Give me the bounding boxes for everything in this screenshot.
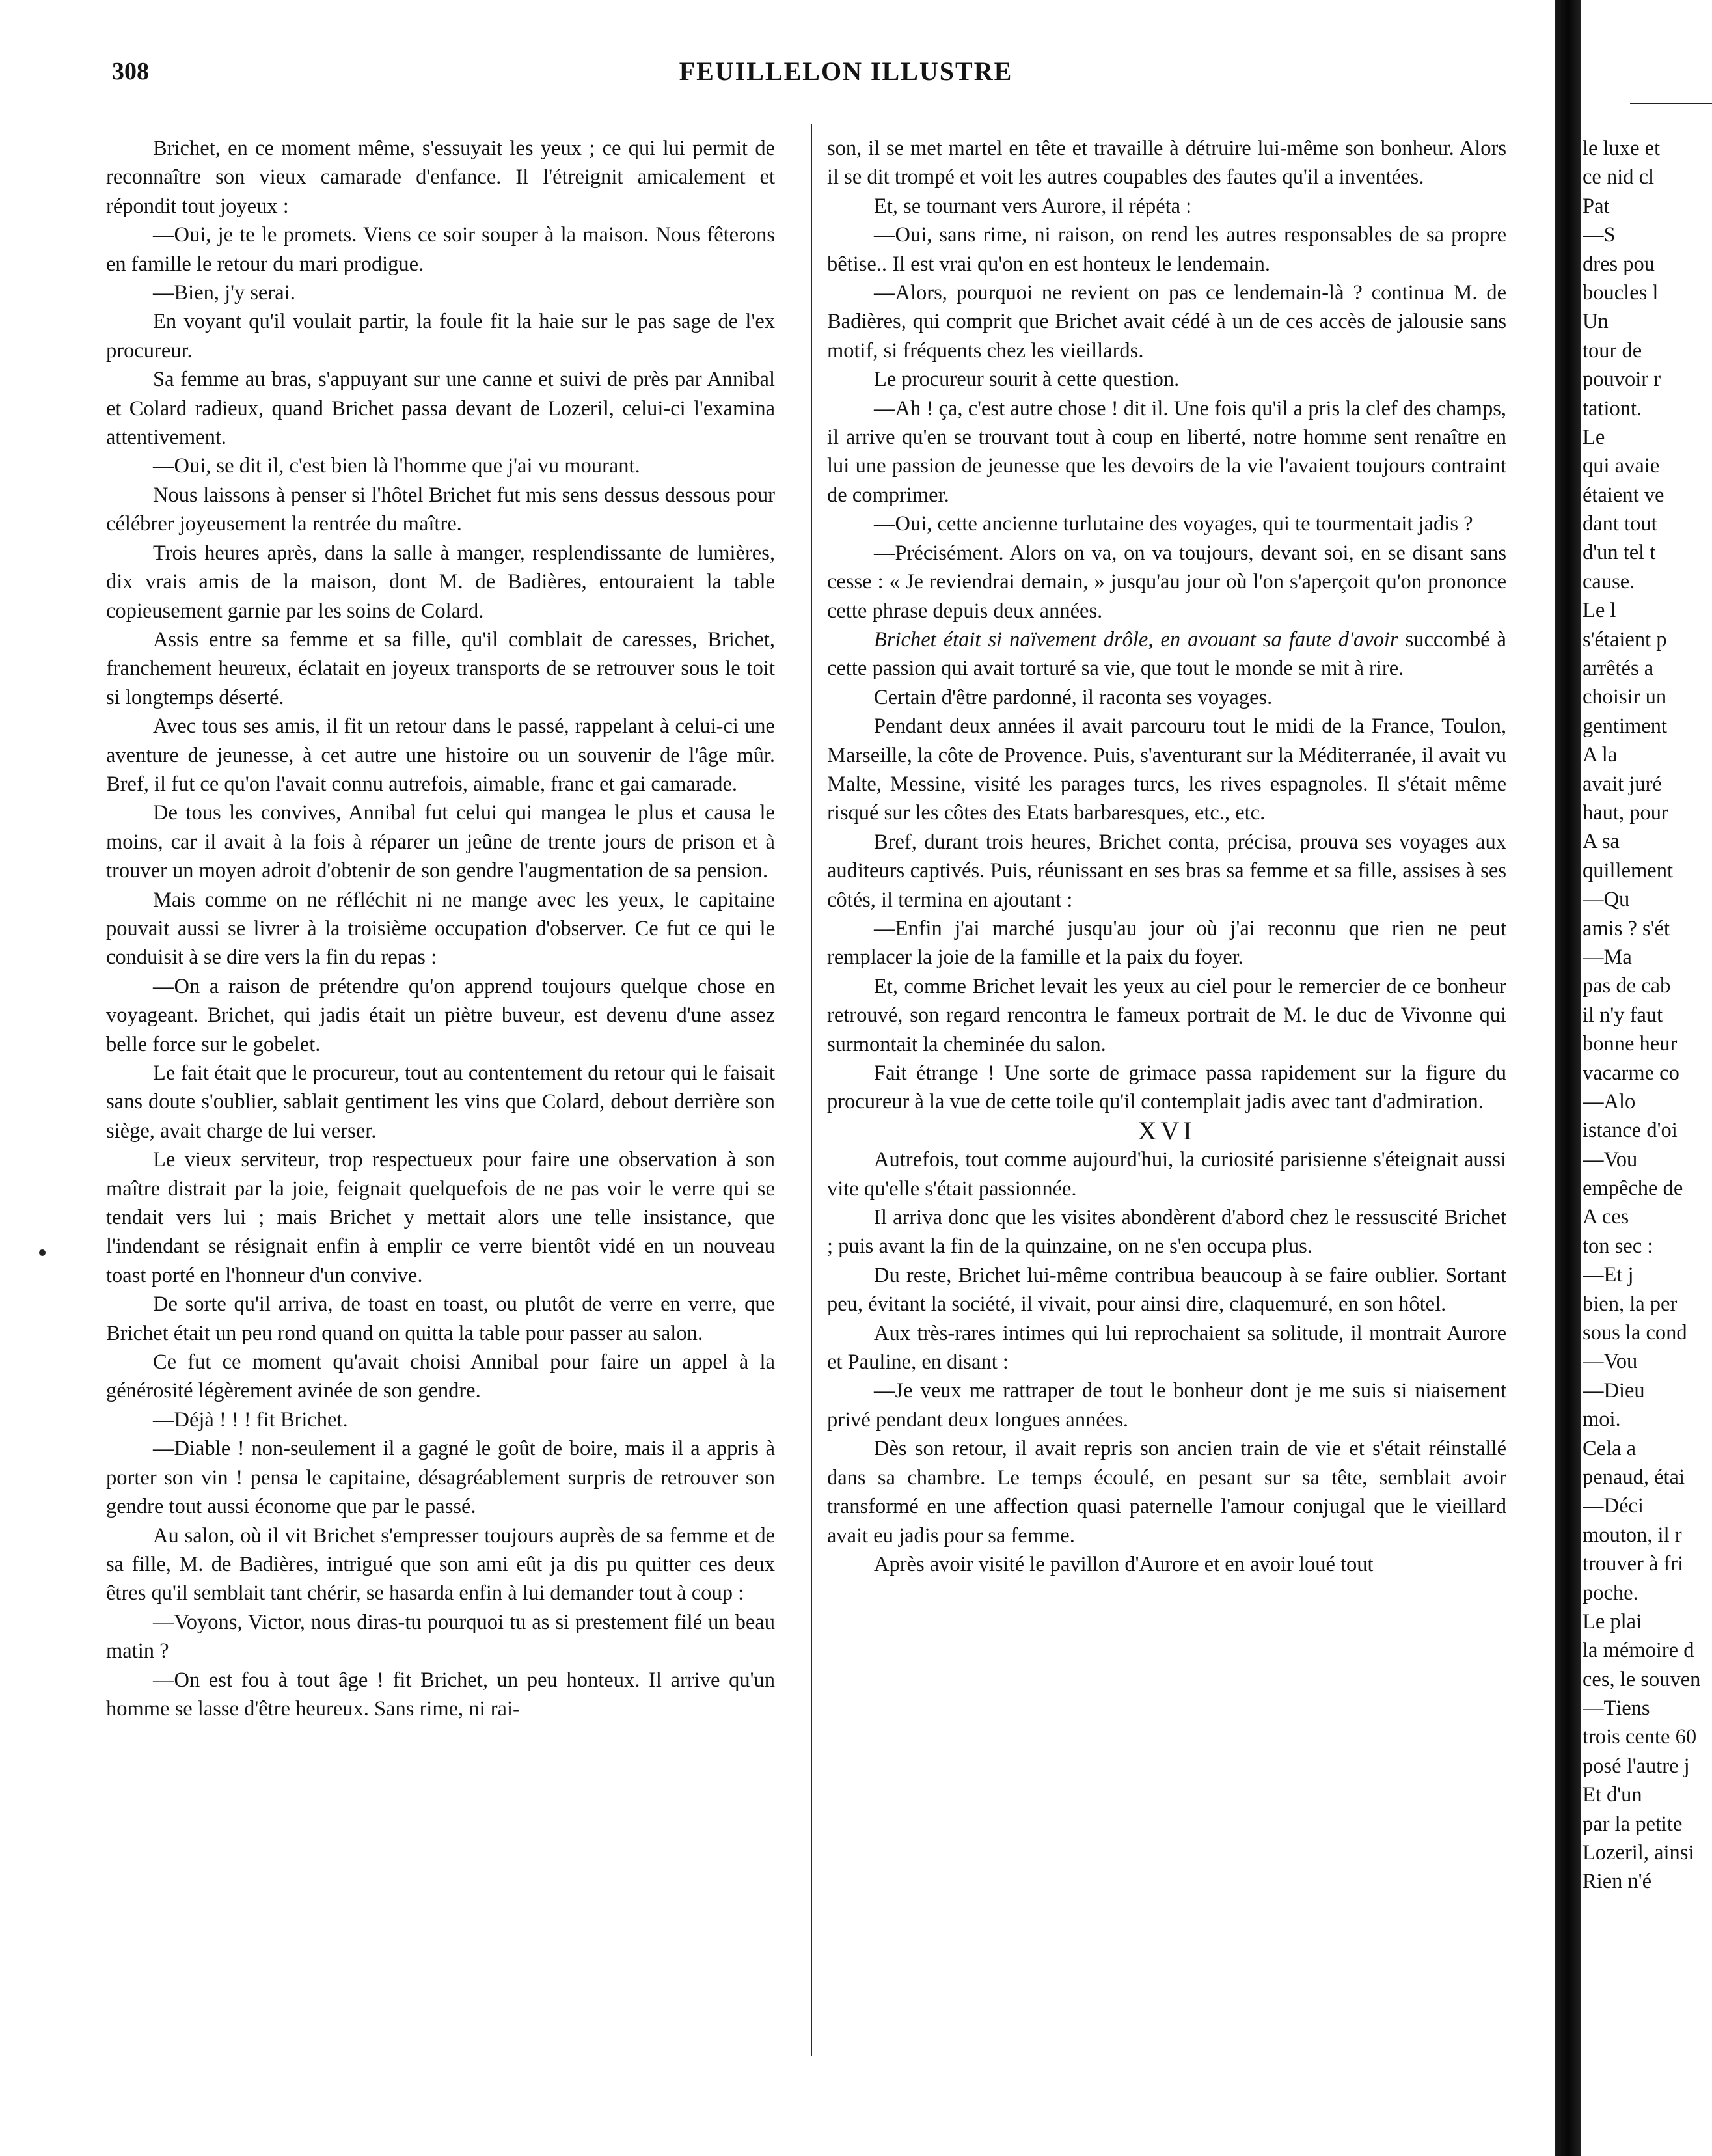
paragraph: Certain d'être pardonné, il raconta ses voyages.: [874, 685, 1273, 709]
fragment-line: Le l: [1583, 599, 1616, 623]
fragment-line: istance d'oi: [1583, 1119, 1678, 1143]
paragraph: —Oui, sans rime, ni raison, on rend les autres responsables de sa propre bêtise.. Il est vrai qu'on en est honteux le lendemain.: [827, 223, 1506, 276]
paragraph: Aux très-rares intimes qui lui reprochaient sa solitude, il montrait Aurore et Pauline, en disant :: [827, 1321, 1506, 1374]
fragment-line: gentiment: [1583, 714, 1667, 738]
fragment-line: pas de cab: [1583, 974, 1671, 998]
paragraph: En voyant qu'il voulait partir, la foule fit la haie sur le pas sage de l'ex procureur.: [106, 310, 775, 362]
fragment-line: posé l'autre j: [1583, 1754, 1690, 1778]
middle-column: [827, 134, 1506, 1579]
paragraph: [827, 625, 1506, 683]
fragment-line: Cela a: [1583, 1436, 1637, 1460]
paragraph: Le vieux serviteur, trop respectueux pour faire une observation à son maître distrait par la joie, feignait quelquefois de ne pas voir le verre qui se tendait vers lui ; mais Brichet y mettait alors une telle insistance, que l'indendant se résignait enfin à emplir ce verre bientôt vidé en un nouveau toast porté en l'honneur d'un convive.: [106, 1148, 775, 1287]
fragment-line: qui avaie: [1583, 454, 1660, 478]
fragment-line: dant tout: [1583, 512, 1657, 536]
right-column-top-rule: [1630, 103, 1712, 104]
paragraph: Mais comme on ne réfléchit ni ne mange avec les yeux, le capitaine pouvait aussi se livrer à la troisième occupation d'observer. Ce fut ce qui le conduisit à se dire vers la fin du repas :: [106, 888, 775, 970]
fragment-line: s'étaient p: [1583, 627, 1667, 651]
fragment-line: choisir un: [1583, 685, 1667, 709]
fragment-line: Pat: [1583, 194, 1610, 218]
fragment-line: —Déci: [1583, 1494, 1644, 1518]
italic-lead: Brichet était si naïvement drôle, en avouant sa faute d'avoir: [874, 627, 1398, 651]
paragraph: —Diable ! non-seulement il a gagné le goût de boire, mais il a appris à porter son vin ! pensa le capitaine, désagréablement surpris de retrouver son gendre tout aussi économe que par le passé.: [106, 1437, 775, 1519]
fragment-line: trouver à fri: [1583, 1552, 1684, 1576]
paragraph: —On a raison de prétendre qu'on apprend toujours quelque chose en voyageant. Brichet, qui jadis était un piètre buveur, est devenu d'une assez belle force sur le gobelet.: [106, 974, 775, 1056]
fragment-line: cause.: [1583, 569, 1635, 594]
fragment-line: vacarme co: [1583, 1061, 1679, 1085]
fragment-line: il n'y faut: [1583, 1003, 1663, 1027]
paragraph: —Voyons, Victor, nous diras-tu pourquoi tu as si prestement filé un beau matin ?: [106, 1610, 775, 1663]
fragment-line: dres pou: [1583, 252, 1655, 276]
paragraph: —Bien, j'y serai.: [153, 281, 295, 305]
paragraph: —Déjà ! ! ! fit Brichet.: [153, 1408, 348, 1432]
fragment-line: Le plai: [1583, 1609, 1642, 1633]
paragraph: Du reste, Brichet lui-même contribua beaucoup à se faire oublier. Sortant peu, évitant la société, il vivait, pour ainsi dire, claquemuré, en son hôtel.: [827, 1263, 1506, 1317]
fragment-line: A la: [1583, 743, 1618, 767]
fragment-line: tationt.: [1583, 396, 1642, 420]
fragment-line: amis ? s'ét: [1583, 916, 1670, 940]
fragment-line: —Ma: [1583, 945, 1632, 969]
middle-column-top-text: [827, 134, 1506, 1117]
paragraph: Il arriva donc que les visites abondèrent d'abord chez le ressuscité Brichet ; puis avant la fin de la quinzaine, on ne s'en occupa plus.: [827, 1206, 1506, 1259]
paragraph: —Précisément. Alors on va, on va toujours, devant soi, en se disant sans cesse : « Je reviendrai demain, » jusqu'au jour où l'on s'aperçoit qu'on prononce cette phrase depuis deux années.: [827, 541, 1506, 623]
fragment-line: le luxe et: [1583, 137, 1661, 160]
fragment-line: trois cente 60: [1583, 1725, 1697, 1749]
paragraph: Le procureur sourit à cette question.: [874, 368, 1180, 392]
paragraph: De tous les convives, Annibal fut celui qui mangea le plus et causa le moins, car il avait à la fois à réparer un jeûne de trente jours de prison et à trouver un moyen adroit d'obtenir de son gendre l'augmentation de sa pension.: [106, 801, 775, 883]
fragment-line: Et d'un: [1583, 1783, 1642, 1807]
fragment-line: arrêtés a: [1583, 657, 1654, 681]
paragraph: Et, se tournant vers Aurore, il répéta :: [874, 194, 1192, 218]
paragraph: Pendant deux années il avait parcouru tout le midi de la France, Toulon, Marseille, la côte de Provence. Puis, s'aventurant sur la Méditerranée, il avait vu Malte, Messine, visité les parages turcs, les rives espagnoles. Il s'était même risqué sur les côtes des Etats barbaresques, etc., etc.: [827, 715, 1506, 825]
fragment-line: —Vou: [1583, 1147, 1638, 1171]
fragment-line: —Et j: [1583, 1263, 1634, 1287]
paragraph: —Alors, pourquoi ne revient on pas ce lendemain-là ? continua M. de Badières, qui comprit que Brichet avait cédé à un de ces accès de jalousie sans motif, si fréquents chez les vieillards.: [827, 281, 1506, 362]
paragraph: Dès son retour, il avait repris son ancien train de vie et s'était réinstallé dans sa chambre. Le temps écoulé, en pesant sur sa tête, semblait avoir transformé en une affection quasi paternelle l'amour conjugal que le vieillard avait eu jadis pour sa femme.: [827, 1437, 1506, 1548]
fragment-line: A ces: [1583, 1205, 1629, 1229]
paragraph: Avec tous ses amis, il fit un retour dans le passé, rappelant à celui-ci une aventure de jeunesse, à cet autre une histoire ou un souvenir de l'âge mûr. Bref, il fut ce qu'on l'avait connu autrefois, aimable, franc et gai camarade.: [106, 715, 775, 796]
fragment-line: quillement: [1583, 858, 1673, 882]
binding-gutter: [1555, 0, 1581, 2156]
fragment-line: penaud, étai: [1583, 1465, 1685, 1489]
paragraph-rest: succombé à cette passion qui avait torturé sa vie, que tout le monde se mit à rire.: [827, 627, 1506, 681]
fragment-line: —Vou: [1583, 1350, 1638, 1374]
paragraph: Brichet, en ce moment même, s'essuyait les yeux ; ce qui lui permit de reconnaître son vieux camarade d'enfance. Il l'étreignit amicalement et répondit tout joyeux :: [106, 137, 775, 218]
paragraph: —Oui, cette ancienne turlutaine des voyages, qui te tourmentait jadis ?: [874, 512, 1473, 536]
paragraph: Autrefois, tout comme aujourd'hui, la curiosité parisienne s'éteignait aussi vite qu'elle s'était passionnée.: [827, 1148, 1506, 1201]
fragment-line: Le: [1583, 425, 1605, 449]
fragment-line: tour de: [1583, 338, 1642, 362]
column-divider: [811, 124, 812, 2056]
right-column-fragment: [1583, 134, 1712, 1896]
paragraph: Bref, durant trois heures, Brichet conta, précisa, prouva ses voyages aux auditeurs captivés. Puis, réunissant en ses bras sa femme et sa fille, assises à ses côtés, il termina en ajoutant :: [827, 830, 1506, 912]
paragraph: Assis entre sa femme et sa fille, qu'il comblait de caresses, Brichet, franchement heureux, éclatait en joyeux transports de se retrouver sous le toit si longtemps déserté.: [106, 627, 775, 709]
page-number: 308: [112, 58, 149, 85]
fragment-line: Lozeril, ainsi: [1583, 1841, 1694, 1865]
fragment-line: —Qu: [1583, 888, 1630, 912]
fragment-line: d'un tel t: [1583, 541, 1656, 565]
left-column: [106, 134, 775, 1723]
paragraph: Au salon, où il vit Brichet s'empresser toujours auprès de sa femme et de sa fille, M. de Badières, intrigué que son ami eût ja dis pu quitter ces deux êtres qu'il semblait tant chérir, se hasarda enfin à lui demander tout à coup :: [106, 1523, 775, 1605]
fragment-line: ton sec :: [1583, 1234, 1653, 1258]
fragment-line: avait juré: [1583, 772, 1662, 796]
chapter-heading: XVI: [1137, 1115, 1196, 1145]
paragraph: Fait étrange ! Une sorte de grimace passa rapidement sur la figure du procureur à la vue de cette toile qu'il contemplait jadis avec tant d'admiration.: [827, 1061, 1506, 1114]
fragment-line: —Tiens: [1583, 1697, 1650, 1721]
fragment-line: la mémoire d: [1583, 1639, 1694, 1663]
fragment-line: pouvoir r: [1583, 368, 1661, 392]
paragraph: —On est fou à tout âge ! fit Brichet, un peu honteux. Il arrive qu'un homme se lasse d'être heureux. Sans rime, ni rai-: [106, 1668, 775, 1721]
paragraph: Et, comme Brichet levait les yeux au ciel pour le remercier de ce bonheur retrouvé, son regard rencontra le fameux portrait de M. le duc de Vivonne qui surmontait la cheminée du salon.: [827, 974, 1506, 1056]
fragment-line: bien, la per: [1583, 1292, 1678, 1316]
fragment-line: ces, le souven: [1583, 1667, 1701, 1691]
paragraph: —Ah ! ça, c'est autre chose ! dit il. Une fois qu'il a pris la clef des champs, il arrive qu'en se trouvant tout à coup en liberté, notre homme sent renaître en lui une passion de jeunesse que les devoirs de la vie l'avaient toujours contraint de comprimer.: [827, 396, 1506, 507]
fragment-line: par la petite: [1583, 1812, 1683, 1836]
fragment-line: sous la cond: [1583, 1321, 1687, 1345]
fragment-line: bonne heur: [1583, 1032, 1678, 1056]
paragraph: Le fait était que le procureur, tout au contentement du retour qui le faisait sans doute s'oublier, sablait gentiment les vins que Colard, debout derrière son siège, avait charge de lui verser.: [106, 1061, 775, 1143]
fragment-line: moi.: [1583, 1408, 1621, 1432]
fragment-line: empêche de: [1583, 1177, 1683, 1201]
paragraph: Nous laissons à penser si l'hôtel Brichet fut mis sens dessus dessous pour célébrer joyeusement la rentrée du maître.: [106, 483, 775, 536]
middle-column-bottom-text: [827, 1145, 1506, 1579]
paragraph: Sa femme au bras, s'appuyant sur une canne et suivi de près par Annibal et Colard radieux, quand Brichet passa devant de Lozeril, celui-ci l'examina attentivement.: [106, 368, 775, 450]
paragraph: —Oui, je te le promets. Viens ce soir souper à la maison. Nous fêterons en famille le retour du mari prodigue.: [106, 223, 775, 276]
paragraph: —Oui, se dit il, c'est bien là l'homme que j'ai vu mourant.: [153, 454, 640, 478]
fragment-line: —Dieu: [1583, 1378, 1645, 1402]
fragment-line: poche.: [1583, 1581, 1638, 1605]
margin-ink-dot: [39, 1249, 46, 1256]
fragment-line: —Alo: [1583, 1089, 1636, 1113]
paragraph: —Enfin j'ai marché jusqu'au jour où j'ai reconnu que rien ne peut remplacer la joie de la famille et la paix du foyer.: [827, 916, 1506, 970]
fragment-line: mouton, il r: [1583, 1523, 1682, 1547]
fragment-line: Rien n'é: [1583, 1870, 1652, 1894]
running-title: FEUILLELON ILLUSTRE: [679, 57, 1013, 86]
fragment-line: A sa: [1583, 830, 1620, 854]
fragment-line: étaient ve: [1583, 483, 1664, 507]
paragraph: Après avoir visité le pavillon d'Aurore et en avoir loué tout: [874, 1552, 1374, 1576]
paragraph: son, il se met martel en tête et travaille à détruire lui-même son bonheur. Alors il se dit trompé et voit les autres coupables des fautes qu'il a inventées.: [827, 137, 1506, 189]
fragment-line: —S: [1583, 223, 1616, 247]
fragment-line: ce nid cl: [1583, 165, 1655, 189]
paragraph: —Je veux me rattraper de tout le bonheur dont je me suis si niaisement privé pendant deux longues années.: [827, 1379, 1506, 1432]
paragraph: De sorte qu'il arriva, de toast en toast, ou plutôt de verre en verre, que Brichet était un peu rond quand on quitta la table pour passer au salon.: [106, 1292, 775, 1345]
fragment-line: haut, pour: [1583, 800, 1668, 825]
fragment-line: Un: [1583, 310, 1609, 334]
paragraph: Trois heures après, dans la salle à manger, resplendissante de lumières, dix vrais amis de la maison, dont M. de Badières, entouraient la table copieusement garnie par les soins de Colard.: [106, 541, 775, 623]
paragraph: Ce fut ce moment qu'avait choisi Annibal pour faire un appel à la générosité légèrement avinée de son gendre.: [106, 1350, 775, 1403]
fragment-line: boucles l: [1583, 280, 1659, 305]
